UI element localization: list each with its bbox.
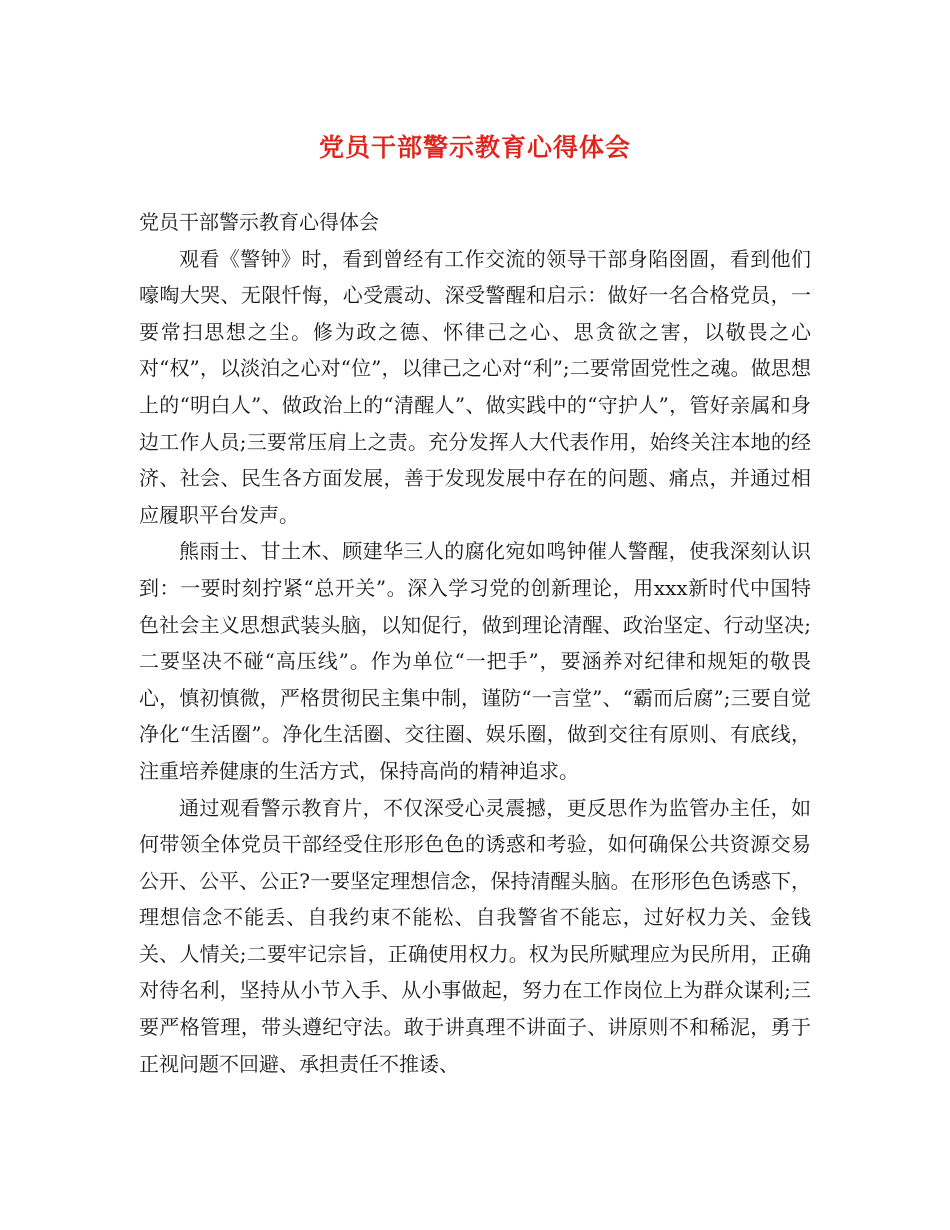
document-body <box>139 204 811 1082</box>
paragraph-3: 通过观看警示教育片，不仅深受心灵震撼，更反思作为监管办主任，如何带领全体党员干部经受住形形色色的诱惑和考验，如何确保公共资源交易公开、公平、公正?一要坚定理想信念，保持清醒头脑。在形形色色诱惑下，理想信念不能丢、自我约束不能松、自我警省不能忘，过好权力关、金钱关、人情关;二要牢记宗旨，正确使用权力。权为民所赋理应为民所用，正确对待名利，坚持从小节入手、从小事做起，努力在工作岗位上为群众谋利;三要严格管理，带头遵纪守法。敢于讲真理不讲面子、讲原则不和稀泥，勇于正视问题不回避、承担责任不推诿、 <box>139 795 811 1076</box>
document-subtitle: 党员干部警示教育心得体会 <box>139 210 379 234</box>
document-title: 党员干部警示教育心得体会 <box>318 133 631 162</box>
paragraph-1: 观看《警钟》时，看到曾经有工作交流的领导干部身陷囹圄，看到他们嚎啕大哭、无限忏悔，心受震动、深受警醒和启示：做好一名合格党员，一要常扫思想之尘。修为政之德、怀律己之心、思贪欲之害，以敬畏之心对“权”，以淡泊之心对“位”，以律己之心对“利”;二要常固党性之魂。做思想上的“明白人”、做政治上的“清醒人”、做实践中的“守护人”，管好亲属和身边工作人员;三要常压肩上之责。充分发挥人大代表作用，始终关注本地的经济、社会、民生各方面发展，善于发现发展中存在的问题、痛点，并通过相应履职平台发声。 <box>139 246 811 527</box>
paragraph-2: 熊雨士、甘土木、顾建华三人的腐化宛如鸣钟催人警醒，使我深刻认识到：一要时刻拧紧“总开关”。深入学习党的创新理论，用xxx新时代中国特色社会主义思想武装头脑，以知促行，做到理论清醒、政治坚定、行动坚决;二要坚决不碰“高压线”。作为单位“一把手”，要涵养对纪律和规矩的敬畏心，慎初慎微，严格贯彻民主集中制，谨防“一言堂”、“霸而后腐”;三要自觉净化“生活圈”。净化生活圈、交往圈、娱乐圈，做到交往有原则、有底线，注重培养健康的生活方式，保持高尚的精神追求。 <box>139 539 811 783</box>
